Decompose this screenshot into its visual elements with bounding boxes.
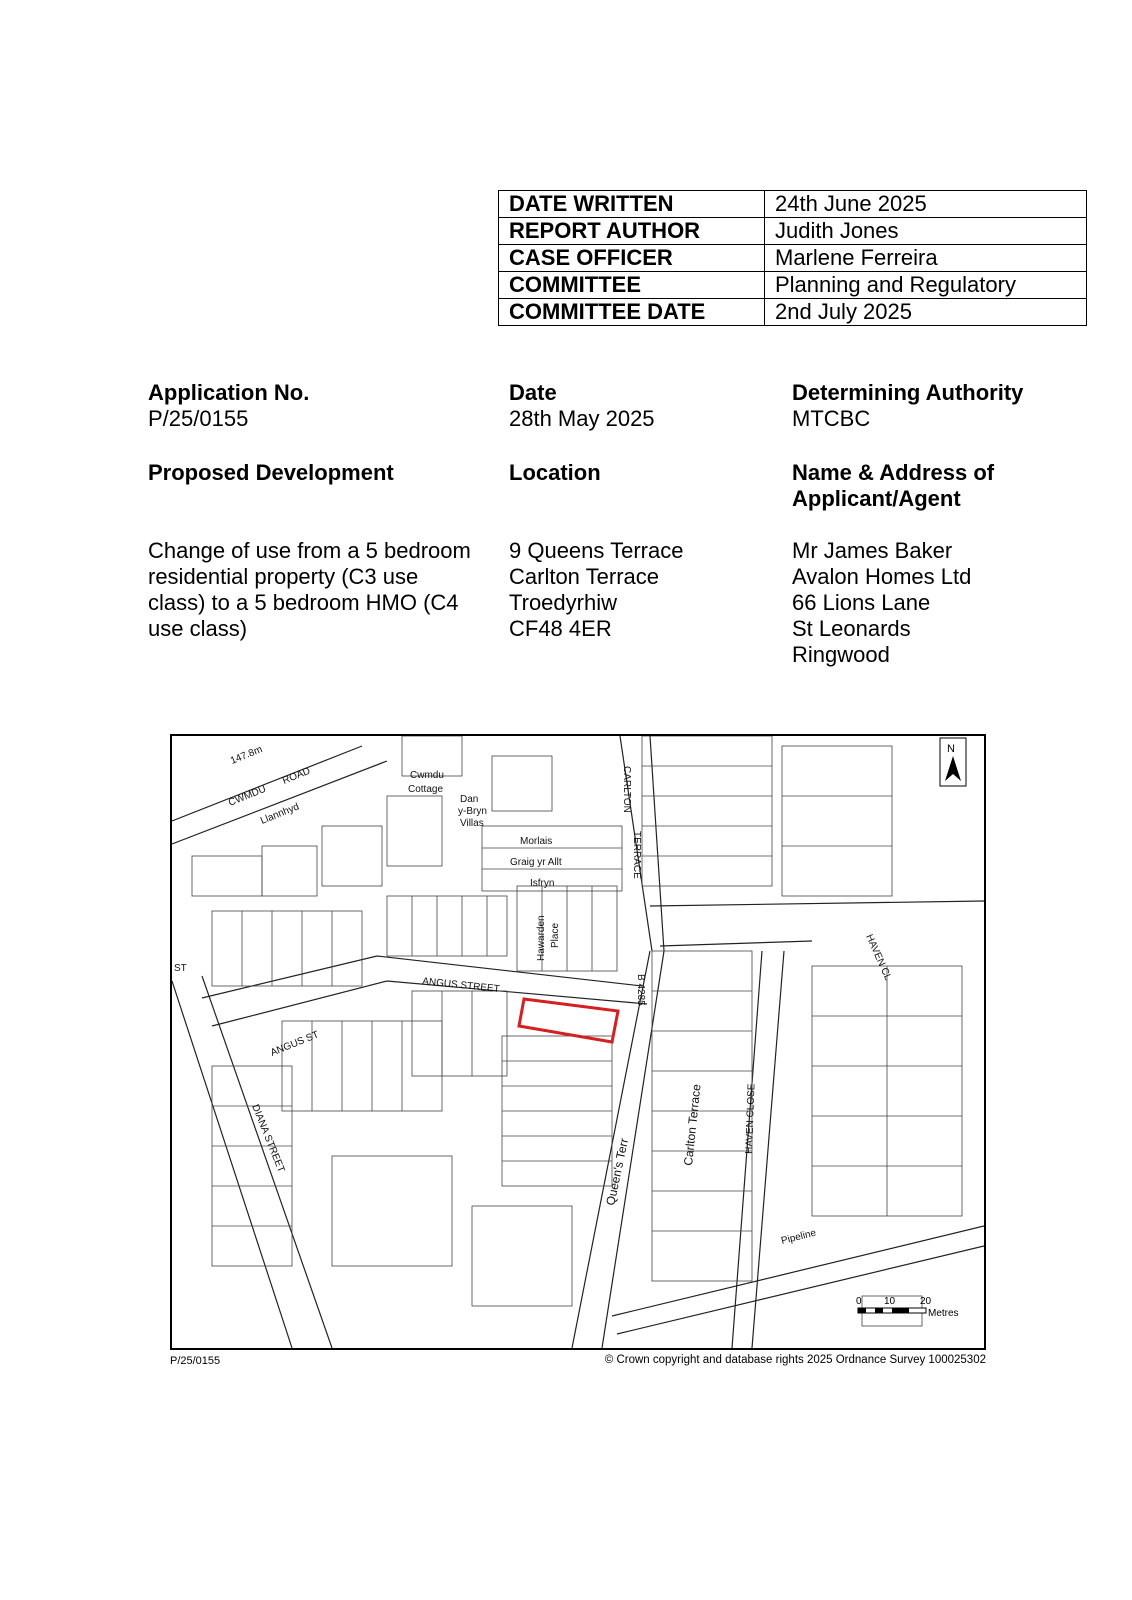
scale-label: 20 <box>920 1296 932 1307</box>
applicant-heading-block <box>792 460 994 512</box>
map-label: Queen's Terr <box>603 1137 632 1207</box>
meta-row-case-officer <box>499 245 1087 272</box>
map-labels <box>174 744 894 1247</box>
applicant-line: 66 Lions Lane <box>792 590 931 615</box>
meta-row-committee-date <box>499 299 1087 326</box>
application-number-block <box>148 380 309 432</box>
map-label: Dan <box>460 794 479 805</box>
report-meta-table <box>498 190 1087 326</box>
applicant-line: Ringwood <box>792 642 890 667</box>
location-label: Location <box>509 460 601 485</box>
map-label: ST <box>174 963 187 974</box>
applicant-label-line: Applicant/Agent <box>792 486 961 511</box>
map-label: Cwmdu <box>410 770 444 781</box>
application-date-value: 28th May 2025 <box>509 406 655 431</box>
map-label: Hawarden <box>536 915 547 961</box>
meta-label: DATE WRITTEN <box>499 191 765 218</box>
application-date-block <box>509 380 655 432</box>
building-plots <box>192 736 962 1326</box>
map-label: ANGUS ST <box>269 1029 321 1059</box>
proposed-development-label: Proposed Development <box>148 460 394 485</box>
meta-label: COMMITTEE DATE <box>499 299 765 326</box>
map-label: Isfryn <box>530 878 555 889</box>
map-label: HAVEN CL <box>863 932 894 983</box>
map-label: TERRACE <box>631 831 642 879</box>
location-value <box>509 538 683 642</box>
applicant-value <box>792 538 971 668</box>
applicant-line: Mr James Baker <box>792 538 953 563</box>
meta-value: Judith Jones <box>765 218 1087 245</box>
determining-authority-block <box>792 380 1023 432</box>
map-label: CARLTON <box>621 766 632 813</box>
meta-label: CASE OFFICER <box>499 245 765 272</box>
proposed-development-value <box>148 538 471 642</box>
map-reference: P/25/0155 <box>170 1355 221 1367</box>
map-label: Carlton Terrace <box>681 1083 704 1167</box>
location-line: Carlton Terrace <box>509 564 659 589</box>
proposed-development-heading-block <box>148 460 394 486</box>
determining-authority-label: Determining Authority <box>792 380 1024 405</box>
site-boundary-outline <box>519 999 618 1042</box>
meta-value: 2nd July 2025 <box>765 299 1087 326</box>
applicant-line: Avalon Homes Ltd <box>792 564 972 589</box>
application-date-label: Date <box>509 380 557 405</box>
scale-label: 0 <box>856 1296 862 1307</box>
determining-authority-value: MTCBC <box>792 406 871 431</box>
map-label: CWMDU <box>227 783 268 809</box>
map-label: HAVEN CLOSE <box>744 1083 758 1155</box>
map-label: Morlais <box>520 836 553 847</box>
scale-label: 10 <box>884 1296 896 1307</box>
applicant-line: St Leonards <box>792 616 911 641</box>
map-label: Llannhyd <box>259 801 301 827</box>
meta-label: REPORT AUTHOR <box>499 218 765 245</box>
meta-row-committee <box>499 272 1087 299</box>
map-label: ROAD <box>281 765 312 787</box>
map-label: y-Bryn <box>458 806 487 817</box>
application-number-label: Application No. <box>148 380 310 405</box>
scale-units: Metres <box>928 1308 959 1319</box>
location-map <box>170 734 986 1350</box>
map-label: ANGUS STREET <box>421 976 501 996</box>
map-label: Graig yr Allt <box>510 857 562 868</box>
meta-row-report-author <box>499 218 1087 245</box>
map-label: Place <box>550 922 561 948</box>
map-label: Villas <box>460 818 484 829</box>
map-label: Pipeline <box>780 1227 818 1247</box>
meta-row-date-written <box>499 191 1087 218</box>
development-line: class) to a 5 bedroom HMO (C4 <box>148 590 459 615</box>
application-number-value: P/25/0155 <box>148 406 249 431</box>
meta-value: Marlene Ferreira <box>765 245 1087 272</box>
development-line: use class) <box>148 616 248 641</box>
meta-value: Planning and Regulatory <box>765 272 1087 299</box>
location-line: Troedyrhiw <box>509 590 617 615</box>
development-line: Change of use from a 5 bedroom <box>148 538 471 563</box>
development-line: residential property (C3 use <box>148 564 419 589</box>
map-label: B 4285 <box>635 974 646 1006</box>
map-label: DIANA STREET <box>249 1103 287 1175</box>
location-line: 9 Queens Terrace <box>509 538 684 563</box>
applicant-label-line: Name & Address of <box>792 460 995 485</box>
location-line: CF48 4ER <box>509 616 612 641</box>
map-label: Cottage <box>408 784 444 795</box>
map-label: 147.8m <box>229 744 265 767</box>
meta-value: 24th June 2025 <box>765 191 1087 218</box>
scale-bar <box>856 1296 959 1319</box>
map-copyright: © Crown copyright and database rights 2025 Ordnance Survey 100025302 <box>604 1354 986 1366</box>
map-drawing <box>172 736 984 1348</box>
north-label: N <box>947 743 955 755</box>
location-heading-block <box>509 460 601 486</box>
north-arrow <box>940 738 966 786</box>
meta-label: COMMITTEE <box>499 272 765 299</box>
